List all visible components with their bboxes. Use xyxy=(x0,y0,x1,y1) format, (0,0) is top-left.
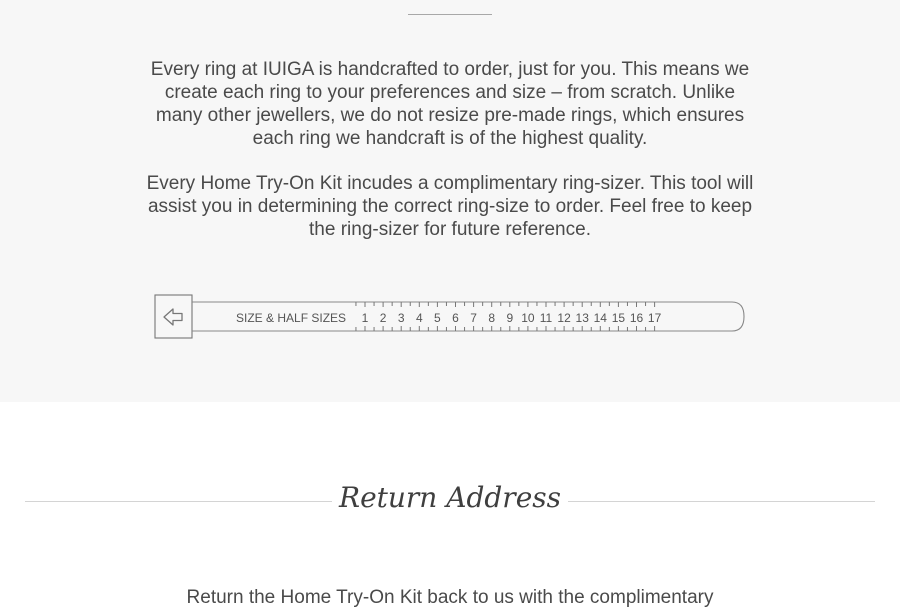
heading-divider-left xyxy=(25,501,332,502)
intro-paragraph-handcrafted: Every ring at IUIGA is handcrafted to order, just for you. This means we create each ring to your preferences and size – from scratch. Unlike many other jewellers, we do not resize pre-made rings, which ensures each ring we handcraft is of the highest quality. xyxy=(150,59,750,149)
top-divider xyxy=(408,14,492,15)
ring-size-label: 16 xyxy=(629,311,644,325)
ring-size-label: 5 xyxy=(434,311,441,325)
ring-size-label: 6 xyxy=(452,311,459,325)
return-address-section xyxy=(0,402,900,608)
ring-size-label: 2 xyxy=(379,311,387,325)
ring-sizer-buckle xyxy=(155,295,192,338)
intro-paragraph-ring-sizer: Every Home Try-On Kit incudes a complimentary ring-sizer. This tool will assist you in determining the correct ring-size to order. Feel free to keep the ring-sizer for future reference. xyxy=(146,173,754,240)
ring-size-label: 17 xyxy=(647,311,662,325)
ring-sizer-illustration xyxy=(154,294,746,340)
ring-size-label: 4 xyxy=(415,311,423,325)
ring-size-label: 7 xyxy=(470,311,477,325)
ring-size-label: 8 xyxy=(488,311,496,325)
ring-size-label: 3 xyxy=(397,311,405,325)
arrow-left-icon xyxy=(164,309,182,325)
ring-sizer-graphic xyxy=(154,294,746,340)
ring-size-label: 14 xyxy=(593,311,607,325)
heading-divider-right xyxy=(568,501,875,502)
return-instructions: Return the Home Try-On Kit back to us with the complimentary xyxy=(186,587,714,608)
ring-sizer-label: SIZE & HALF SIZES xyxy=(236,311,347,325)
ring-size-label: 9 xyxy=(506,311,514,325)
return-address-heading: Return Address xyxy=(338,481,562,514)
ring-size-label: 1 xyxy=(361,311,369,325)
ring-size-label: 12 xyxy=(557,311,571,325)
ring-size-label: 13 xyxy=(575,311,589,325)
ring-size-label: 10 xyxy=(521,311,535,325)
ring-sizer-scale xyxy=(356,302,662,331)
ring-size-label: 15 xyxy=(611,311,626,325)
ring-size-label: 11 xyxy=(539,311,553,325)
